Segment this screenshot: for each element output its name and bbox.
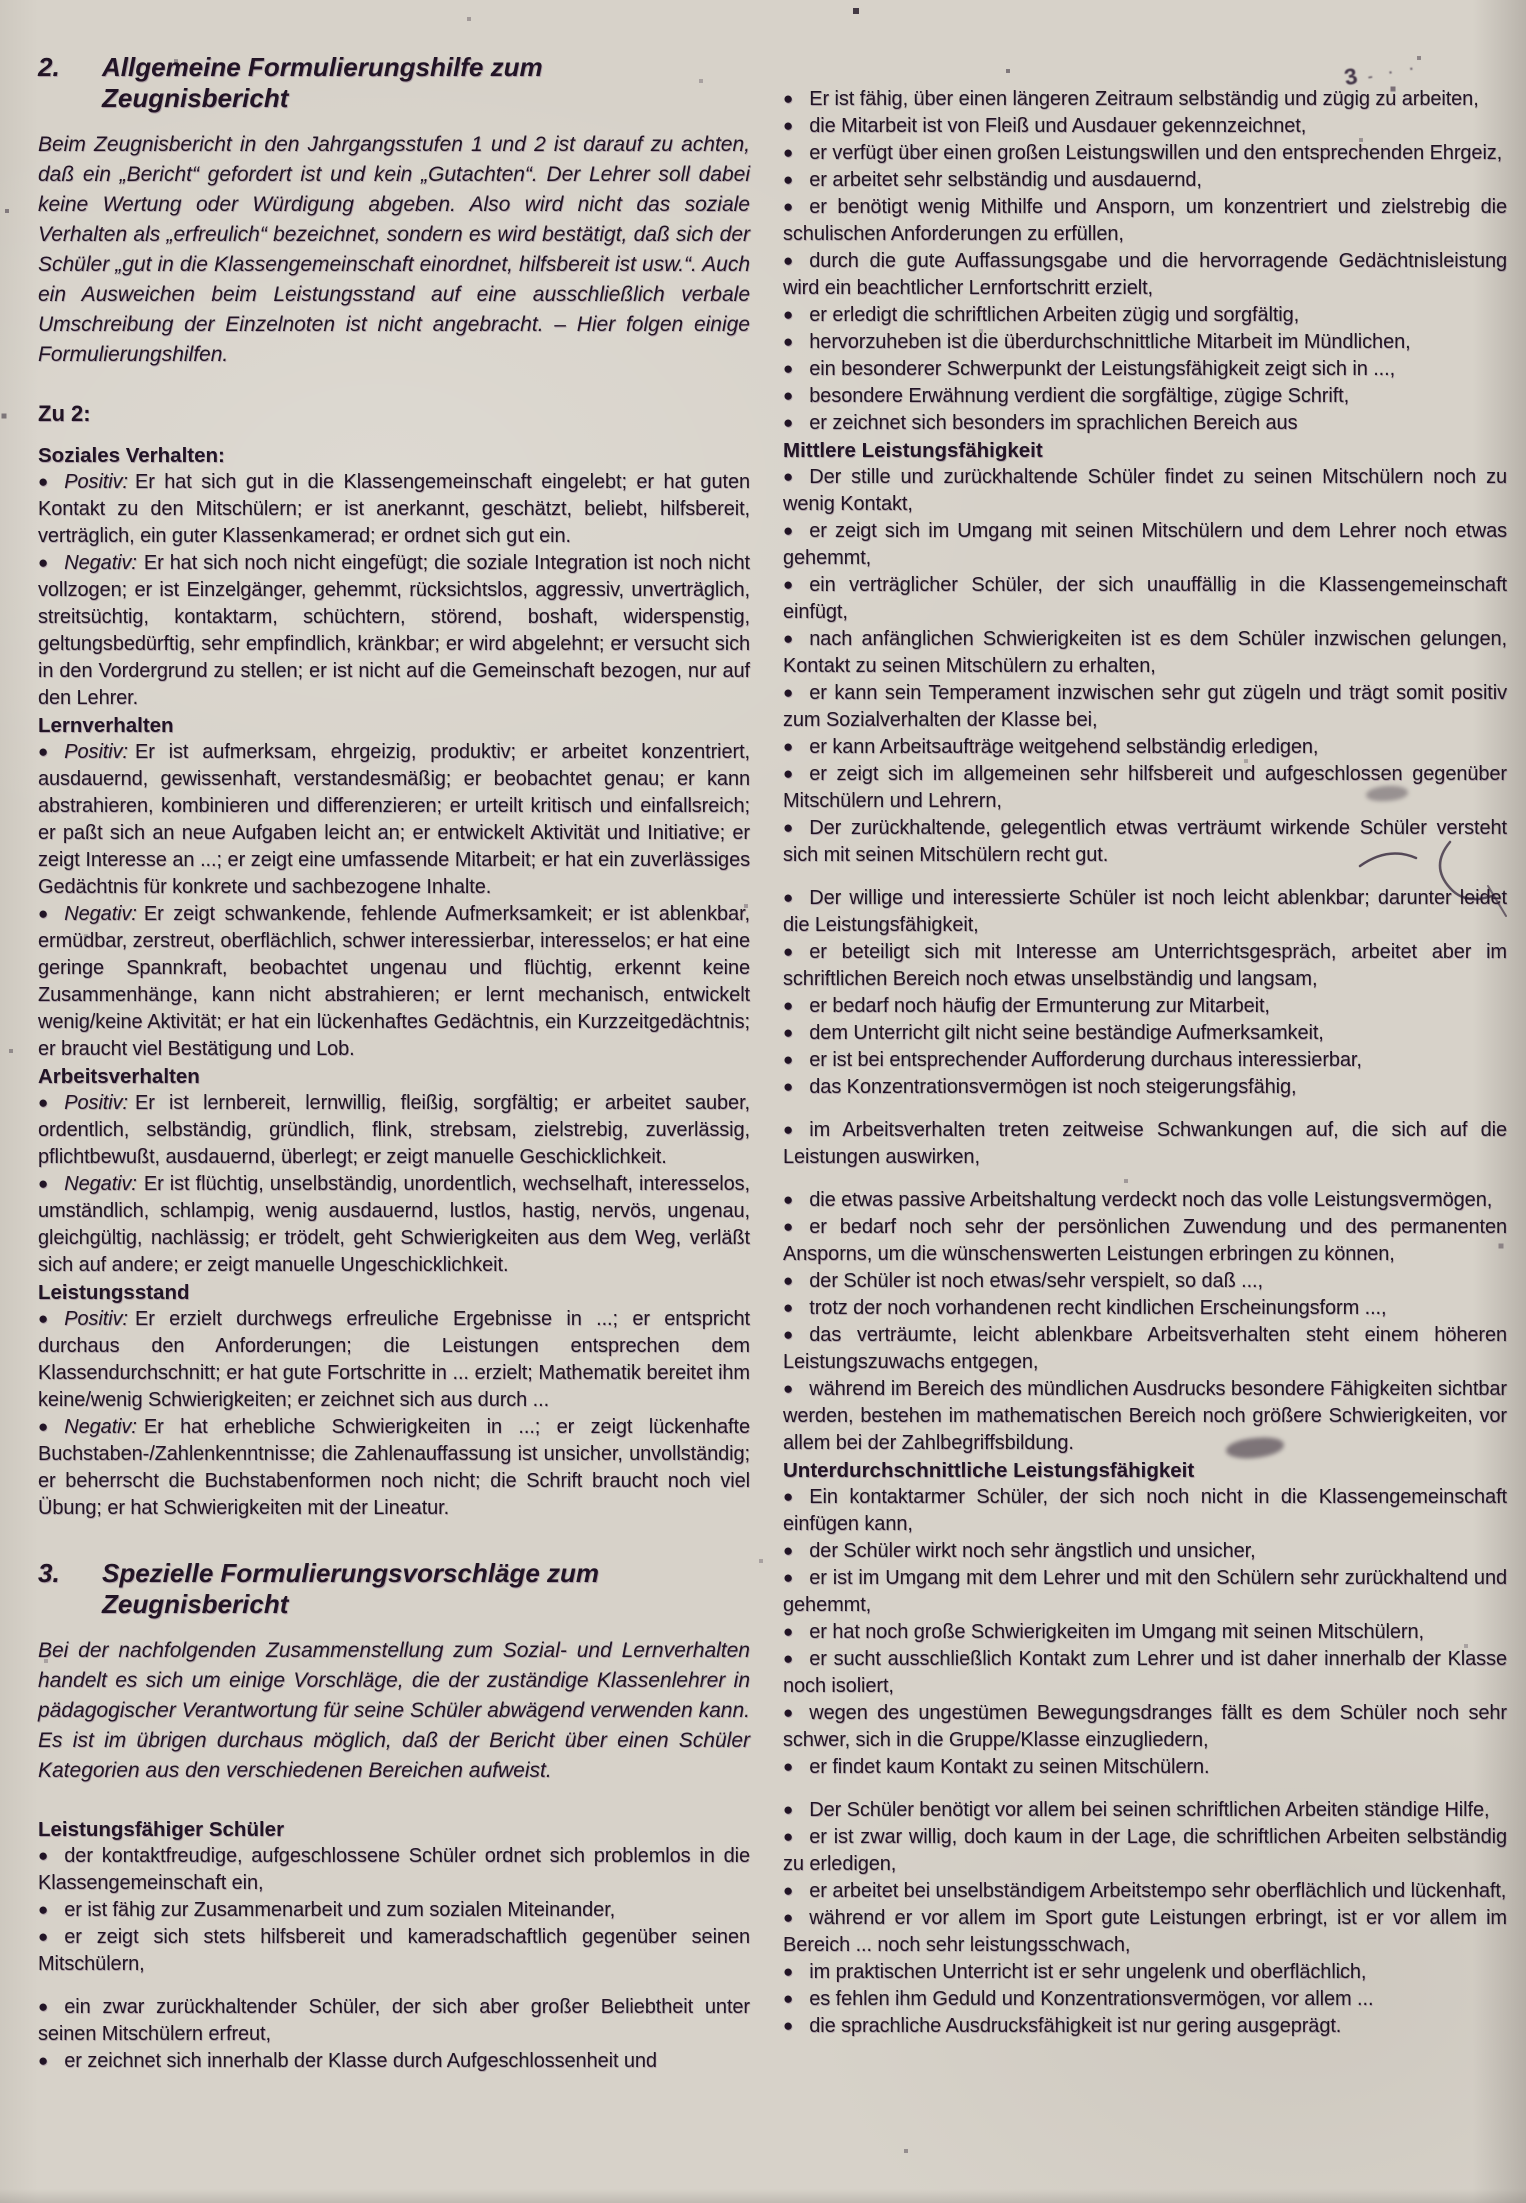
bullet-item — [783, 1619, 1507, 1646]
bullet-dot-icon: ● — [783, 116, 794, 135]
page-number-mark: 3 ‐ · · — [1342, 52, 1422, 92]
bullet-dot-icon: ● — [783, 629, 794, 648]
item-text: der Schüler ist noch etwas/sehr verspielt, so daß ..., — [809, 1270, 1263, 1292]
item-text: er zeigt sich stets hilfsbereit und kameradschaftlich gegenüber seinen Mitschülern, — [38, 1926, 750, 1975]
bullet-dot-icon: ● — [783, 413, 794, 432]
section-title: Allgemeine Formulierungshilfe zum Zeugnisbericht — [102, 52, 543, 113]
bullet-dot-icon: ● — [38, 2051, 49, 2070]
bullet-item — [783, 1646, 1507, 1700]
bullet-item — [783, 1538, 1507, 1565]
item-text: Ein kontaktarmer Schüler, der sich noch nicht in die Klassengemeinschaft einfügen kann, — [783, 1486, 1507, 1535]
bullet-item — [783, 1905, 1507, 1959]
bullet-item — [783, 1484, 1507, 1538]
bullet-item — [783, 572, 1507, 626]
intro-paragraph: Beim Zeugnisbericht in den Jahrgangsstufen 1 und 2 ist darauf zu achten, daß ein „Bericht“ gefordert ist und kein „Gutachten“. Der Lehrer soll dabei keine Wertung oder Würdigung abgeben. Also wird nicht das soziale Verhalten als „erfreulich“ bezeichnet, sondern es wird bestätigt, daß sich der Schüler „gut in die Klassengemeinschaft einordnet, hilfsbereit ist usw.“. Auch ein Ausweichen beim Leistungsstand auf eine ausschließlich verbale Umschreibung der Einzelnoten ist nicht angebracht. – Hier folgen einige Formulierungshilfen. — [38, 133, 750, 366]
page-edge-shadow — [0, 2189, 1526, 2203]
item-text: im praktischen Unterricht ist er sehr ungelenk und oberflächlich, — [809, 1961, 1367, 1983]
positiv-negativ-item — [38, 1414, 750, 1522]
bullet-dot-icon: ● — [783, 764, 794, 783]
item-text: Er ist aufmerksam, ehrgeizig, produktiv; er arbeitet konzentriert, ausdauernd, gewissenhaft, verstandesmäßig; er beobachtet genau; er kann abstrahieren, kombinieren und differenzieren; er urteilt kritisch und einfallsreich; er paßt sich an neue Aufgaben leicht an; er entwickelt Aktivität und Initiative; er zeigt Interesse an ...; er zeigt eine umfassende Mitarbeit; er hat ein zuverlässiges Gedächtnis für konkrete und sachbezogene Inhalte. — [38, 741, 750, 898]
bullet-dot-icon: ● — [783, 1800, 794, 1819]
bullet-item — [783, 761, 1507, 815]
item-text: besondere Erwähnung verdient die sorgfältige, zügige Schrift, — [809, 385, 1350, 407]
bullet-dot-icon: ● — [783, 305, 794, 324]
item-label: Negativ: — [64, 552, 137, 574]
item-text: er zeigt sich im allgemeinen sehr hilfsbereit und aufgeschlossen gegenüber Mitschülern und Lehrern, — [783, 763, 1507, 812]
item-text: Der zurückhaltende, gelegentlich etwas verträumt wirkende Schüler versteht sich mit seinen Mitschülern recht gut. — [783, 817, 1507, 866]
bullet-dot-icon: ● — [783, 197, 794, 216]
bullet-dot-icon: ● — [783, 467, 794, 486]
bullet-item — [783, 1797, 1507, 1824]
item-text: er kann Arbeitsaufträge weitgehend selbständig erledigen, — [809, 736, 1319, 758]
item-text: Der stille und zurückhaltende Schüler findet zu seinen Mitschülern noch zu wenig Kontakt, — [783, 466, 1507, 515]
subsection-heading: Leistungsfähiger Schüler — [38, 1818, 285, 1841]
bullet-dot-icon: ● — [783, 1541, 794, 1560]
item-text: er zeichnet sich innerhalb der Klasse durch Aufgeschlossenheit und — [64, 2050, 657, 2072]
bullet-item — [783, 1959, 1507, 1986]
bullet-dot-icon: ● — [783, 1487, 794, 1506]
item-label: Negativ: — [64, 1173, 137, 1195]
bullet-item — [783, 113, 1507, 140]
bullet-dot-icon: ● — [38, 1846, 49, 1865]
positiv-negativ-item — [38, 1306, 750, 1414]
bullet-dot-icon: ● — [783, 1649, 794, 1668]
item-label: Positiv: — [64, 1308, 128, 1330]
bullet-dot-icon: ● — [783, 1568, 794, 1587]
item-text: die Mitarbeit ist von Fleiß und Ausdauer gekennzeichnet, — [809, 115, 1307, 137]
bullet-dot-icon: ● — [38, 1093, 49, 1112]
item-text: er arbeitet sehr selbständig und ausdauernd, — [809, 169, 1202, 191]
item-text: es fehlen ihm Geduld und Konzentrationsvermögen, vor allem ... — [809, 1988, 1374, 2010]
bullet-dot-icon: ● — [783, 942, 794, 961]
bullet-item — [783, 410, 1507, 437]
item-label: Negativ: — [64, 903, 137, 925]
item-text: Der willige und interessierte Schüler ist noch leicht ablenkbar; darunter leidet die Leistungsfähigkeit, — [783, 887, 1507, 936]
bullet-item — [783, 1295, 1507, 1322]
bullet-dot-icon: ● — [783, 737, 794, 756]
bullet-item — [783, 1824, 1507, 1878]
bullet-dot-icon: ● — [783, 359, 794, 378]
bullet-dot-icon: ● — [783, 1190, 794, 1209]
item-text: er zeigt sich im Umgang mit seinen Mitschülern und dem Lehrer noch etwas gehemmt, — [783, 520, 1507, 569]
bullet-dot-icon: ● — [38, 1309, 49, 1328]
item-text: dem Unterricht gilt nicht seine beständige Aufmerksamkeit, — [809, 1022, 1324, 1044]
left-column — [38, 52, 750, 2075]
bullet-item — [783, 383, 1507, 410]
bullet-dot-icon: ● — [783, 683, 794, 702]
item-label: Positiv: — [64, 741, 128, 763]
item-text: er bedarf noch häufig der Ermunterung zur Mitarbeit, — [809, 995, 1270, 1017]
bullet-dot-icon: ● — [38, 553, 49, 572]
item-text: die etwas passive Arbeitshaltung verdeckt noch das volle Leistungsvermögen, — [809, 1189, 1493, 1211]
bullet-dot-icon: ● — [783, 143, 794, 162]
item-label: Negativ: — [64, 1416, 137, 1438]
bullet-dot-icon: ● — [783, 1077, 794, 1096]
item-text: er sucht ausschließlich Kontakt zum Lehrer und ist daher innerhalb der Klasse noch isoliert, — [783, 1648, 1507, 1697]
bullet-item — [783, 885, 1507, 939]
positiv-negativ-item — [38, 550, 750, 712]
bullet-item — [783, 302, 1507, 329]
bullet-item — [783, 329, 1507, 356]
bullet-item — [783, 1187, 1507, 1214]
bullet-dot-icon: ● — [783, 1881, 794, 1900]
subsection-heading: Arbeitsverhalten — [38, 1065, 200, 1088]
bullet-item — [783, 1700, 1507, 1754]
section-title: Spezielle Formulierungsvorschläge zum Zeugnisbericht — [102, 1558, 600, 1619]
subsection-heading: Leistungsstand — [38, 1281, 190, 1304]
bullet-dot-icon: ● — [783, 1703, 794, 1722]
positiv-negativ-item — [38, 469, 750, 550]
positiv-negativ-item — [38, 1090, 750, 1171]
bullet-dot-icon: ● — [38, 1927, 49, 1946]
section-number: 2. — [38, 52, 60, 82]
item-text: ein besonderer Schwerpunkt der Leistungsfähigkeit zeigt sich in ..., — [809, 358, 1396, 380]
bullet-dot-icon: ● — [38, 904, 49, 923]
bullet-item — [783, 993, 1507, 1020]
item-text: er kann sein Temperament inzwischen sehr gut zügeln und trägt somit positiv zum Sozialverhalten der Klasse bei, — [783, 682, 1507, 731]
item-text: ein verträglicher Schüler, der sich unauffällig in die Klassengemeinschaft einfügt, — [783, 574, 1507, 623]
bullet-dot-icon: ● — [783, 1325, 794, 1344]
bullet-item — [783, 734, 1507, 761]
item-label: Positiv: — [64, 1092, 128, 1114]
right-column — [783, 86, 1507, 2040]
bullet-item — [783, 518, 1507, 572]
bullet-dot-icon: ● — [783, 996, 794, 1015]
bullet-dot-icon: ● — [783, 1271, 794, 1290]
bullet-dot-icon: ● — [38, 1900, 49, 1919]
bullet-item — [783, 815, 1507, 869]
item-text: im Arbeitsverhalten treten zeitweise Schwankungen auf, die sich auf die Leistungen auswirken, — [783, 1119, 1507, 1168]
item-text: die sprachliche Ausdrucksfähigkeit ist nur gering ausgeprägt. — [809, 2015, 1342, 2037]
bullet-dot-icon: ● — [783, 386, 794, 405]
bullet-item — [783, 167, 1507, 194]
bullet-dot-icon: ● — [38, 1417, 49, 1436]
item-text: Er ist flüchtig, unselbständig, unordentlich, wechselhaft, interesselos, umständlich, schlampig, wenig ausdauernd, lustlos, hastig, nervös, ungenau, gleichgültig, nachlässig; er trödelt, geht Schwierigkeiten aus dem Weg, verläßt sich auf andere; er zeigt manuelle Ungeschicklichkeit. — [38, 1173, 750, 1276]
bullet-dot-icon: ● — [783, 89, 794, 108]
item-text: er ist zwar willig, doch kaum in der Lage, die schriftlichen Arbeiten selbständig zu erledigen, — [783, 1826, 1507, 1875]
bullet-dot-icon: ● — [38, 1174, 49, 1193]
item-text: Er ist fähig, über einen längeren Zeitraum selbständig und zügig zu arbeiten, — [809, 88, 1479, 110]
bullet-item — [783, 2013, 1507, 2040]
bullet-item — [38, 1843, 750, 1897]
bullet-dot-icon: ● — [783, 1379, 794, 1398]
bullet-dot-icon: ● — [38, 1997, 49, 2016]
positiv-negativ-item — [38, 1171, 750, 1279]
bullet-dot-icon: ● — [783, 1962, 794, 1981]
item-text: Er zeigt schwankende, fehlende Aufmerksamkeit; er ist ablenkbar, ermüdbar, zerstreut, oberflächlich, schwer interessierbar, interesselos; er hat eine geringe Spannkraft, beobachtet ungenau und flüchtig, erkennt keine Zusammenhänge, kann nicht abstrahieren; er lernt mechanisch, entwickelt wenig/keine Aktivität; er hat ein lückenhaftes Gedächtnis, ein Kurzzeitgedächtnis; er braucht viel Bestätigung und Lob. — [38, 903, 750, 1060]
bullet-dot-icon: ● — [783, 1050, 794, 1069]
bullet-dot-icon: ● — [783, 170, 794, 189]
item-text: trotz der noch vorhandenen recht kindlichen Erscheinungsform ..., — [809, 1297, 1387, 1319]
item-text: ein zwar zurückhaltender Schüler, der sich aber großer Beliebtheit unter seinen Mitschülern erfreut, — [38, 1996, 750, 2045]
item-text: er bedarf noch sehr der persönlichen Zuwendung und des permanenten Ansporns, um die wünschenswerten Leistungen erbringen zu können, — [783, 1216, 1507, 1265]
bullet-dot-icon: ● — [38, 472, 49, 491]
bullet-dot-icon: ● — [38, 742, 49, 761]
bullet-item — [783, 356, 1507, 383]
item-text: er zeichnet sich besonders im sprachlichen Bereich aus — [809, 412, 1298, 434]
bullet-item — [783, 248, 1507, 302]
bullet-dot-icon: ● — [783, 818, 794, 837]
item-text: er ist im Umgang mit dem Lehrer und mit den Schülern sehr zurückhaltend und gehemmt, — [783, 1567, 1507, 1616]
bullet-item — [38, 1897, 750, 1924]
bullet-item — [783, 1268, 1507, 1295]
bullet-dot-icon: ● — [783, 1023, 794, 1042]
item-text: er beteiligt sich mit Interesse am Unterrichtsgespräch, arbeitet aber im schriftlichen Bereich noch etwas unselbständig und langsam, — [783, 941, 1507, 990]
positiv-negativ-item — [38, 901, 750, 1063]
bullet-item — [783, 680, 1507, 734]
bullet-item — [783, 140, 1507, 167]
item-text: er benötigt wenig Mithilfe und Ansporn, um konzentriert und zielstrebig die schulischen Anforderungen zu erfüllen, — [783, 196, 1507, 245]
bullet-dot-icon: ● — [783, 1120, 794, 1139]
bullet-dot-icon: ● — [783, 1989, 794, 2008]
item-text: das verträumte, leicht ablenkbare Arbeitsverhalten steht einem höheren Leistungszuwachs entgegen, — [783, 1324, 1507, 1373]
bullet-dot-icon: ● — [783, 1298, 794, 1317]
bullet-item — [783, 1754, 1507, 1781]
item-text: Er hat sich gut in die Klassengemeinschaft eingelebt; er hat guten Kontakt zu den Mitschülern; er ist anerkannt, geschätzt, beliebt, hilfsbereit, verträglich, ein guter Klassenkamerad; er ordnet sich gut ein. — [38, 471, 750, 547]
item-text: der Schüler wirkt noch sehr ängstlich und unsicher, — [809, 1540, 1256, 1562]
bullet-item — [783, 1020, 1507, 1047]
bullet-item — [783, 1565, 1507, 1619]
bullet-dot-icon: ● — [783, 332, 794, 351]
item-text: er verfügt über einen großen Leistungswillen und den entsprechenden Ehrgeiz, — [809, 142, 1503, 164]
item-text: er arbeitet bei unselbständigem Arbeitstempo sehr oberflächlich und lückenhaft, — [809, 1880, 1507, 1902]
item-text: während er vor allem im Sport gute Leistungen erbringt, ist er vor allem im Bereich ... noch sehr leistungsschwach, — [783, 1907, 1507, 1956]
bullet-item — [38, 1994, 750, 2048]
bullet-dot-icon: ● — [783, 1757, 794, 1776]
bullet-item — [783, 1878, 1507, 1905]
bullet-item — [783, 1214, 1507, 1268]
bullet-dot-icon: ● — [783, 888, 794, 907]
item-text: das Konzentrationsvermögen ist noch steigerungsfähig, — [809, 1076, 1297, 1098]
bullet-item — [783, 1322, 1507, 1376]
bullet-dot-icon: ● — [783, 1217, 794, 1236]
subsection-heading: Lernverhalten — [38, 714, 174, 737]
item-text: er erledigt die schriftlichen Arbeiten zügig und sorgfältig, — [809, 304, 1300, 326]
item-text: er hat noch große Schwierigkeiten im Umgang mit seinen Mitschülern, — [809, 1621, 1424, 1643]
bullet-item — [783, 464, 1507, 518]
item-label: Positiv: — [64, 471, 128, 493]
item-text: Der Schüler benötigt vor allem bei seinen schriftlichen Arbeiten ständige Hilfe, — [809, 1799, 1490, 1821]
bullet-item — [38, 2048, 750, 2075]
bullet-dot-icon: ● — [783, 1908, 794, 1927]
bullet-dot-icon: ● — [783, 521, 794, 540]
item-text: Er erzielt durchwegs erfreuliche Ergebnisse in ...; er entspricht durchaus den Anforderungen; die Leistungen entsprechen dem Klassendurchschnitt; er hat gute Fortschritte in ... erzielt; Mathematik bereitet ihm keine/wenig Schwierigkeiten; er zeichnet sich aus durch ... — [38, 1308, 750, 1411]
subsection-heading: Unterdurchschnittliche Leistungsfähigkeit — [783, 1459, 1195, 1482]
zu-heading: Zu 2: — [38, 401, 91, 426]
item-text: Er hat sich noch nicht eingefügt; die soziale Integration ist noch nicht vollzogen; er ist Einzelgänger, gehemmt, rücksichtslos, aggressiv, unverträglich, streitsüchtig, kontaktarm, schüchtern, störend, boshaft, widerspenstig, geltungsbedürftig, sehr empfindlich, kränkbar; er wird abgelehnt; er versucht sich in den Vordergrund zu stellen; er ist nicht auf die Gemeinschaft bezogen, nur auf den Lehrer. — [38, 552, 750, 709]
subsection-heading: Soziales Verhalten: — [38, 444, 225, 467]
bullet-item — [783, 86, 1507, 113]
intro-paragraph: Bei der nachfolgenden Zusammenstellung zum Sozial- und Lernverhalten handelt es sich um einige Vorschläge, die der zuständige Klassenlehrer in pädagogischer Verantwortung für seine Schüler abwägend verwenden kann. Es ist im übrigen durchaus möglich, daß der Bericht über einen Schüler Kategorien aus den verschiedenen Bereichen aufweist. — [38, 1639, 750, 1782]
bullet-dot-icon: ● — [783, 2016, 794, 2035]
item-text: der kontaktfreudige, aufgeschlossene Schüler ordnet sich problemlos in die Klassengemeinschaft ein, — [38, 1845, 750, 1894]
item-text: während im Bereich des mündlichen Ausdrucks besondere Fähigkeiten sichtbar werden, bestehen im mathematischen Bereich noch größere Schwierigkeiten, vor allem bei der Zahlbegriffsbildung. — [783, 1378, 1507, 1454]
bullet-dot-icon: ● — [783, 1622, 794, 1641]
bullet-item — [783, 1376, 1507, 1457]
bullet-dot-icon: ● — [783, 575, 794, 594]
item-text: er findet kaum Kontakt zu seinen Mitschülern. — [809, 1756, 1210, 1778]
speckle-noise — [0, 0, 2, 2]
item-text: hervorzuheben ist die überdurchschnittliche Mitarbeit im Mündlichen, — [809, 331, 1411, 353]
bullet-item — [783, 194, 1507, 248]
bullet-item — [783, 1074, 1507, 1101]
section-number: 3. — [38, 1558, 60, 1588]
bullet-item — [783, 1047, 1507, 1074]
item-text: Er hat erhebliche Schwierigkeiten in ...; er zeigt lückenhafte Buchstaben-/Zahlenkenntnisse; die Zahlenauffassung ist unsicher, unvollständig; er beherrscht die Buchstabenformen noch nicht; die Schrift braucht noch viel Übung; er hat Schwierigkeiten mit der Lineatur. — [38, 1416, 750, 1519]
bullet-item — [783, 1117, 1507, 1171]
item-text: er ist fähig zur Zusammenarbeit und zum sozialen Miteinander, — [64, 1899, 616, 1921]
bullet-item — [783, 626, 1507, 680]
item-text: Er ist lernbereit, lernwillig, fleißig, sorgfältig; er arbeitet sauber, ordentlich, selbständig, gründlich, flink, strebsam, zielstrebig, zuverlässig, pflichtbewußt, ausdauernd, überlegt; er zeigt manuelle Geschicklichkeit. — [38, 1092, 750, 1168]
item-text: er ist bei entsprechender Aufforderung durchaus interessierbar, — [809, 1049, 1362, 1071]
section-heading — [38, 52, 750, 114]
bullet-item — [38, 1924, 750, 1978]
bullet-item — [783, 1986, 1507, 2013]
bullet-dot-icon: ● — [783, 251, 794, 270]
section-heading — [38, 1558, 750, 1620]
item-text: wegen des ungestümen Bewegungsdranges fällt es dem Schüler noch sehr schwer, sich in die Gruppe/Klasse einzugliedern, — [783, 1702, 1507, 1751]
subsection-heading: Mittlere Leistungsfähigkeit — [783, 439, 1043, 462]
item-text: nach anfänglichen Schwierigkeiten ist es dem Schüler inzwischen gelungen, Kontakt zu seinen Mitschülern zu erhalten, — [783, 628, 1507, 677]
item-text: durch die gute Auffassungsgabe und die hervorragende Gedächtnisleistung wird ein beachtlicher Lernfortschritt erzielt, — [783, 250, 1507, 299]
positiv-negativ-item — [38, 739, 750, 901]
bullet-item — [783, 939, 1507, 993]
bullet-dot-icon: ● — [783, 1827, 794, 1846]
